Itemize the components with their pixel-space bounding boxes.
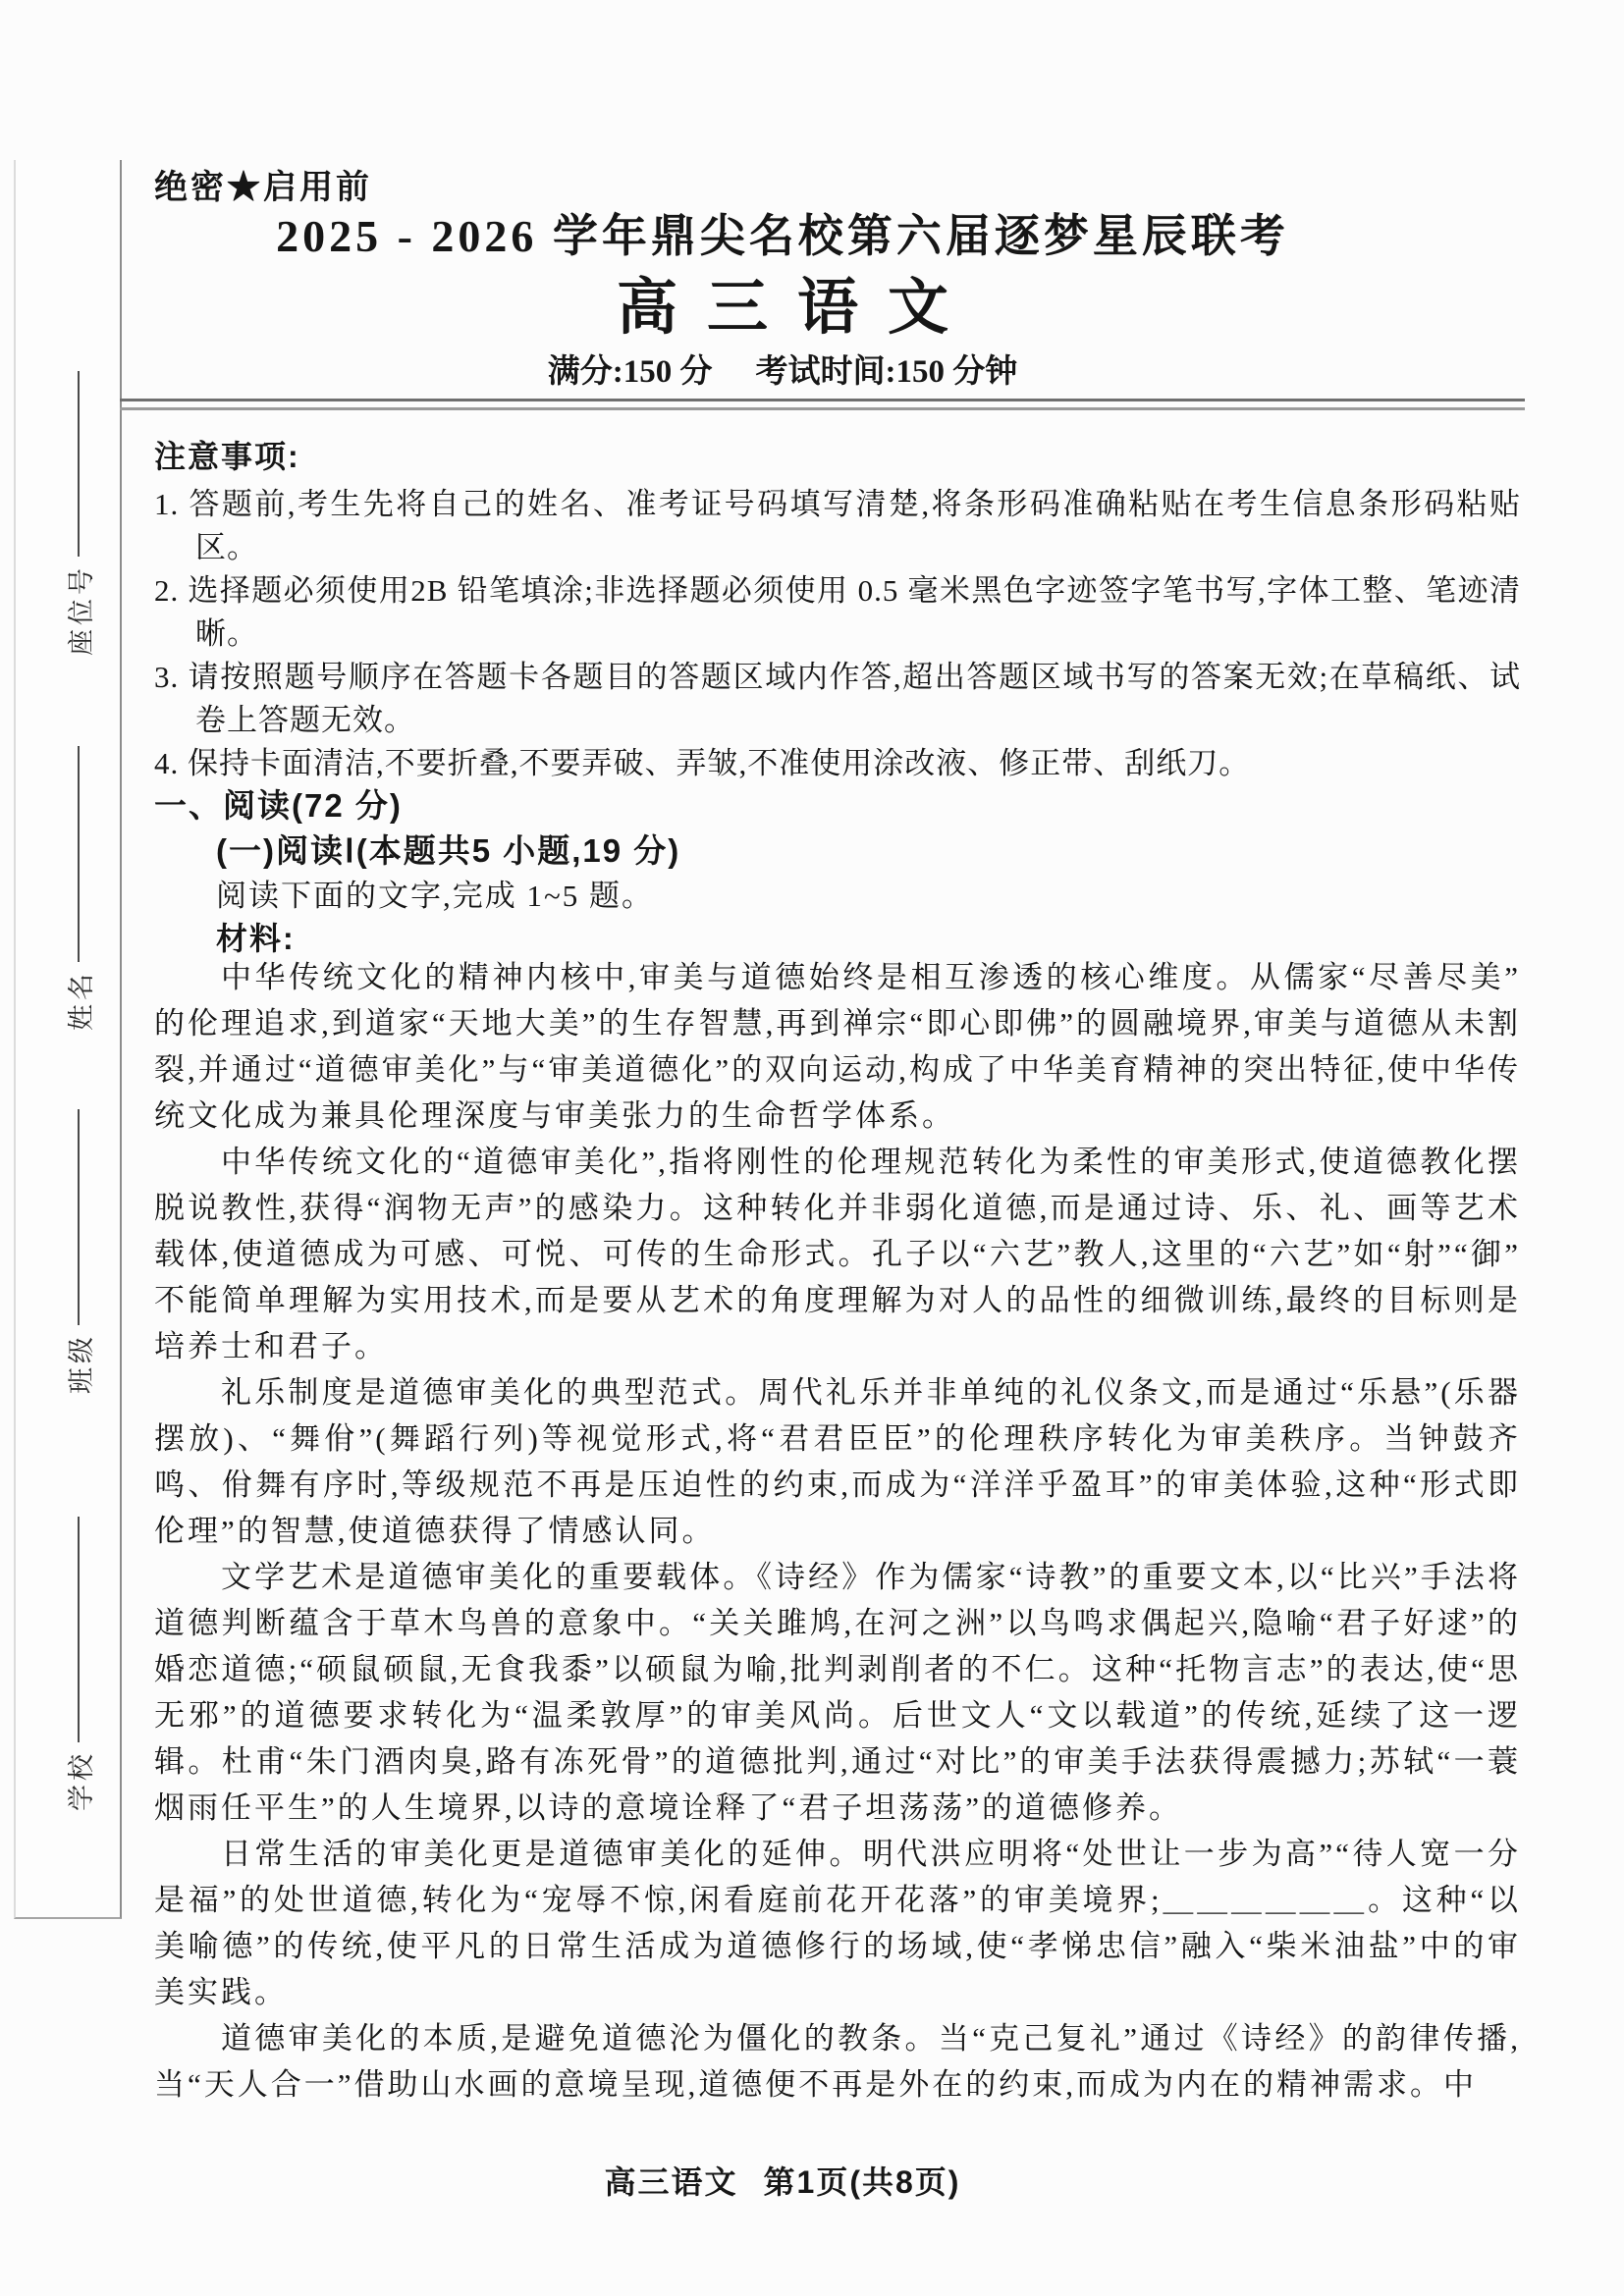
material-paragraph-6: 道德审美化的本质,是避免道德沦为僵化的教条。当“克己复礼”通过《诗经》的韵律传播,当“天人合一”借助山水画的意境呈现,道德便不再是外在的约束,而成为内在的精神需求。中 [154,2021,1521,2102]
exam-title: 2025 - 2026 学年鼎尖名校第六届逐梦星辰联考 [276,211,1289,261]
material-paragraph-4: 文学艺术是道德审美化的重要载体。《诗经》作为儒家“诗教”的重要文本,以“比兴”手法将道德判断蕴含于草木鸟兽的意象中。“关关雎鸠,在河之洲”以鸟鸣求偶起兴,隐喻“君子好逑”的婚恋道德;“硕鼠硕鼠,无食我黍”以硕鼠为喻,批判剥削者的不仁。这种“托物言志”的表达,使“思无邪”的道德要求转化为“温柔敦厚”的审美风尚。后世文人“文以载道”的传统,延续了这一逻辑。杜甫“朱门酒肉臭,路有冻死骨”的道德批判,通过“对比”的审美手法获得震撼力;苏轼“一蓑烟雨任平生”的人生境界,以诗的意境诠释了“君子坦荡荡”的道德修养。 [154,1560,1521,1825]
class-fill-line [78,1109,80,1325]
footer-subject: 高三语文 [604,2164,738,2200]
fold-label-seat-number-text: 座位号 [66,564,96,656]
notice-heading: 注意事项: [154,439,300,474]
subject-title: 高三语文 [616,275,978,342]
school-fill-line [78,1517,80,1742]
page-footer [120,2158,1445,2203]
fold-label-school [57,1517,100,1811]
seat-number-fill-line [78,371,80,557]
fold-label-class-text: 班级 [66,1333,96,1394]
notice-item-4: 4. 保持卡面清洁,不要折叠,不要弄破、弄皱,不准使用涂改液、修正带、刮纸刀。 [154,746,1251,780]
material-paragraph-2: 中华传统文化的“道德审美化”,指将刚性的伦理规范转化为柔性的审美形式,使道德教化摆脱说教性,获得“润物无声”的感染力。这种转化并非弱化道德,而是通过诗、乐、礼、画等艺术载体,使道德成为可感、可悦、可传的生命形式。孔子以“六艺”教人,这里的“六艺”如“射”“御”不能简单理解为实用技术,而是要从艺术的角度理解为对人的品性的细微训练,最终的目标则是培养士和君子。 [154,1145,1521,1363]
fold-label-school-text: 学校 [66,1750,96,1811]
notice-section [154,432,1521,785]
fold-label-seat-number [57,371,100,656]
material-paragraph-1: 中华传统文化的精神内核中,审美与道德始终是相互渗透的核心维度。从儒家“尽善尽美”的伦理追求,到道家“天地大美”的生存智慧,再到禅宗“即心即佛”的圆融境界,审美与道德从未割裂,并通过“道德审美化”与“审美道德化”的双向运动,构成了中华美育精神的突出特征,使中华传统文化成为兼具伦理深度与审美张力的生命哲学体系。 [154,960,1521,1133]
material-text [154,954,1521,2108]
classification-banner: 绝密★启用前 [154,170,372,206]
reading-instruction: 阅读下面的文字,完成 1~5 题。 [216,879,655,913]
fold-label-name-text: 姓名 [66,970,96,1031]
fold-label-class [57,1109,100,1394]
material-paragraph-3: 礼乐制度是道德审美化的典型范式。周代礼乐并非单纯的礼仪条文,而是通过“乐悬”(乐器摆放)、“舞佾”(舞蹈行列)等视觉形式,将“君君臣臣”的伦理秩序转化为审美秩序。当钟鼓齐鸣、佾舞有序时,等级规范不再是压迫性的约束,而成为“洋洋乎盈耳”的审美体验,这种“形式即伦理”的智慧,使道德获得了情感认同。 [154,1375,1521,1548]
exam-time-text: 考试时间:150 分钟 [755,354,1018,390]
subsection-heading-reading-1: (一)阅读Ⅰ(本题共5 小题,19 分) [216,832,681,869]
fold-label-name [57,746,100,1031]
notice-item-3: 3. 请按照题号顺序在答题卡各题目的答题区域内作答,超出答题区域书写的答案无效;在草稿纸、试卷上答题无效。 [154,660,1521,737]
material-label: 材料: [216,921,296,956]
score-info [120,346,1445,392]
section-heading-reading: 一、阅读(72 分) [154,787,403,824]
notice-item-1: 1. 答题前,考生先将自己的姓名、准考证号码填写清楚,将条形码准确粘贴在考生信息条形码粘贴区。 [154,487,1521,564]
header-divider-double-rule [120,399,1525,410]
notice-item-2: 2. 选择题必须使用2B 铅笔填涂;非选择题必须使用 0.5 毫米黑色字迹签字笔书写,字体工整、笔迹清晰。 [154,573,1521,651]
footer-page-number: 第1页(共8页) [763,2164,961,2200]
full-score-text: 满分:150 分 [547,354,713,390]
name-fill-line [78,746,80,962]
material-paragraph-5: 日常生活的审美化更是道德审美化的延伸。明代洪应明将“处世让一步为高”“待人宽一分是福”的处世道德,转化为“宠辱不惊,闲看庭前花开花落”的审美境界;＿＿＿＿＿＿。这种“以美喻德”的传统,使平凡的日常生活成为道德修行的场域,使“孝悌忠信”融入“柴米油盐”中的审美实践。 [154,1837,1521,2009]
